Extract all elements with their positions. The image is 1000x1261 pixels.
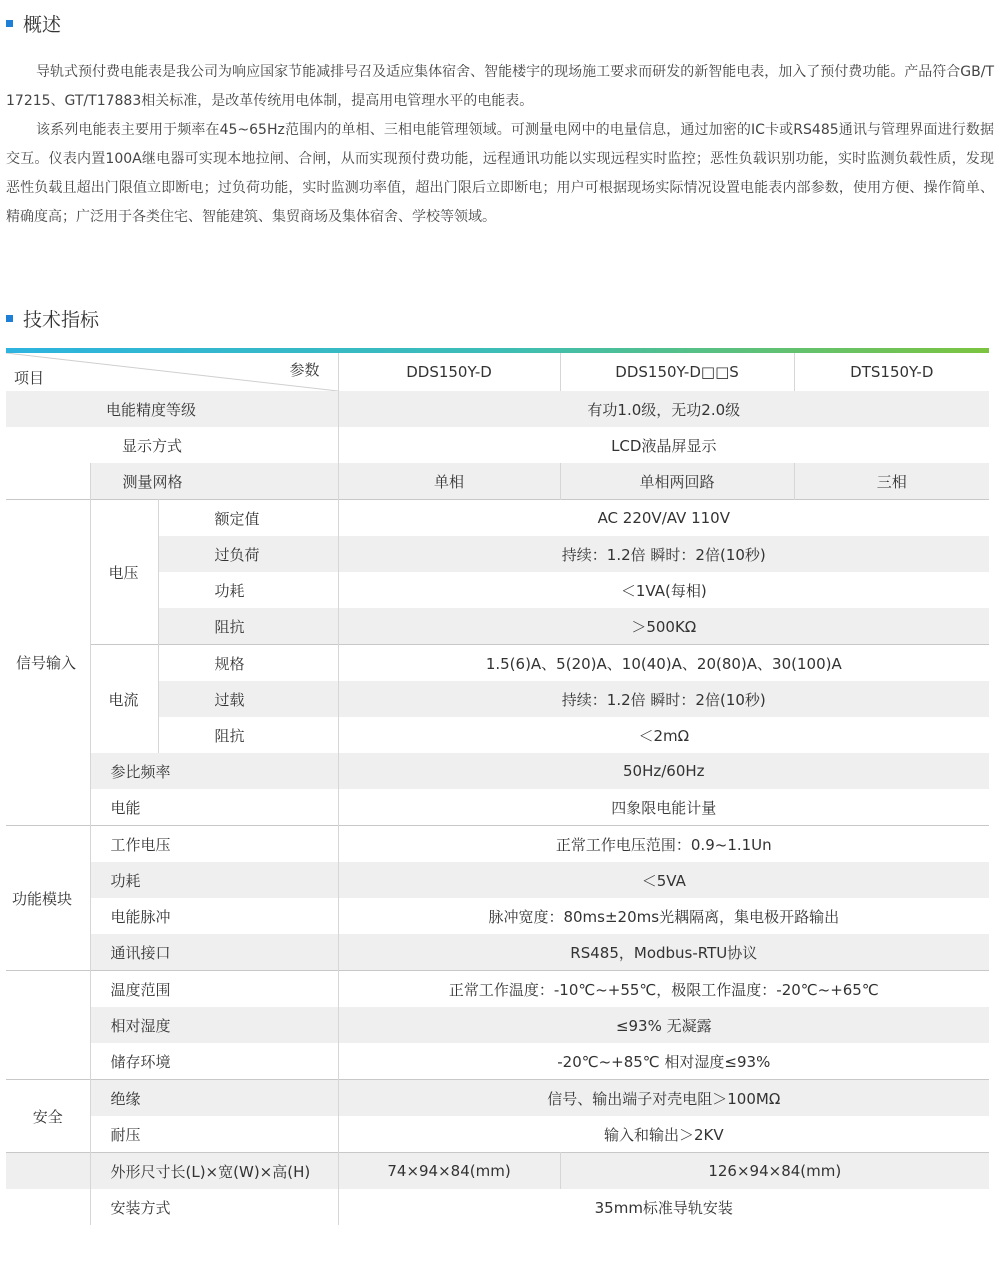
row-label: 参比频率	[90, 753, 338, 789]
row-label: 规格	[158, 645, 338, 682]
row-label: 功耗	[90, 862, 338, 898]
table-row	[6, 500, 989, 537]
row-label: 温度范围	[90, 971, 338, 1008]
row-value: ＜1VA(每相)	[620, 581, 707, 600]
row-value: 持续：1.2倍 瞬时：2倍(10秒)	[338, 536, 989, 572]
row-label: 阻抗	[158, 608, 338, 645]
table-row	[6, 645, 989, 682]
row-label: 耐压	[90, 1116, 338, 1153]
row-value: -20℃~+85℃ 相对湿度≤93%	[557, 1052, 771, 1071]
row-value: 1.5(6)A、5(20)A、10(40)A、20(80)A、30(100)A	[338, 645, 989, 682]
table-row	[6, 1189, 989, 1225]
overview-text	[6, 58, 994, 232]
table-row	[6, 391, 989, 427]
row-label: 电能精度等级	[6, 391, 338, 427]
bullet-square-icon	[6, 315, 13, 322]
row-value: 输入和输出＞2KV	[603, 1125, 724, 1144]
row-label: 测量网格	[90, 463, 338, 500]
row-label: 过负荷	[158, 536, 338, 572]
row-value: 74×94×84(mm)	[338, 1153, 560, 1190]
subgroup-current: 电流	[90, 645, 158, 754]
bullet-square-icon	[6, 20, 13, 27]
overview-paragraph-1: 导轨式预付费电能表是我公司为响应国家节能减排号召及适应集体宿舍、智能楼宇的现场施工要求而研发的新智能电表，加入了预付费功能。产品符合GB/T 17215、GT/T17883相关标准，是改革传统用电体制，提高用电管理水平的电能表。	[6, 64, 994, 109]
row-value: LCD液晶屏显示	[611, 436, 717, 455]
row-value: RS485，Modbus-RTU协议	[338, 934, 989, 971]
table-row	[6, 753, 989, 789]
table-row	[6, 1007, 989, 1043]
table-row	[6, 971, 989, 1008]
table-row	[6, 789, 989, 826]
table-row	[6, 1080, 989, 1117]
table-row	[6, 862, 989, 898]
row-label: 阻抗	[158, 717, 338, 753]
table-row	[6, 463, 989, 500]
row-value: 正常工作电压范围：0.9~1.1Un	[338, 826, 989, 863]
header-model-1: DDS150Y-D	[338, 353, 560, 391]
group-function-module: 功能模块	[6, 826, 90, 971]
header-item: 项目	[14, 369, 45, 387]
table-row	[6, 1153, 989, 1190]
header-model-3: DTS150Y-D	[850, 363, 934, 381]
overview-paragraph-2: 该系列电能表主要用于频率在45~65Hz范围内的单相、三相电能管理领域。可测量电网中的电量信息，通过加密的IC卡或RS485通讯与管理界面进行数据交互。仪表内置100A继电器可实现本地拉闸、合闸，从而实现预付费功能，远程通讯功能以实现远程实时监控；恶性负载识别功能，实时监测负载性质，发现恶性负载且超出门限值立即断电；过负荷功能，实时监测功率值，超出门限后立即断电；用户可根据现场实际情况设置电能表内部参数，使用方便、操作简单、精确度高；广泛用于各类住宅、智能建筑、集贸商场及集体宿舍、学校等领域。	[6, 122, 994, 225]
group-signal-input: 信号输入	[6, 500, 90, 826]
row-value: 信号、输出端子对壳电阻＞100MΩ	[338, 1080, 989, 1117]
spec-title: 技术指标	[6, 305, 99, 332]
header-param: 参数	[289, 361, 320, 379]
row-value: AC 220V/AV 110V	[338, 500, 989, 537]
row-value: 126×94×84(mm)	[560, 1153, 989, 1190]
row-label: 相对湿度	[90, 1007, 338, 1043]
row-value: 三相	[794, 463, 989, 500]
row-value: ＞500KΩ	[338, 608, 989, 645]
row-value: ＜5VA	[338, 862, 989, 898]
group-safety: 安全	[6, 1080, 90, 1153]
row-value: 正常工作温度：-10℃~+55℃，极限工作温度：-20℃~+65℃	[338, 971, 989, 1008]
row-label: 显示方式	[6, 427, 338, 463]
diagonal-header-cell	[6, 353, 338, 391]
row-value: 四象限电能计量	[611, 798, 717, 817]
row-value: 单相	[338, 463, 560, 500]
header-model-2: DDS150Y-D□□S	[560, 353, 794, 391]
row-label: 安装方式	[90, 1189, 338, 1225]
row-value: 有功1.0级，无功2.0级	[338, 391, 989, 427]
row-label: 电能脉冲	[90, 898, 338, 934]
row-label: 过载	[158, 681, 338, 717]
row-value: ＜2mΩ	[638, 726, 690, 745]
row-value: 持续：1.2倍 瞬时：2倍(10秒)	[338, 681, 989, 717]
row-value: 50Hz/60Hz	[338, 753, 989, 789]
table-row	[6, 898, 989, 934]
diagonal-line	[6, 353, 338, 391]
table-row	[6, 934, 989, 971]
row-label: 外形尺寸长(L)×宽(W)×高(H)	[90, 1153, 338, 1190]
row-label: 通讯接口	[90, 934, 338, 971]
row-label: 储存环境	[90, 1043, 338, 1080]
table-header-row	[6, 353, 989, 391]
overview-title: 概述	[6, 10, 61, 37]
spec-table	[6, 353, 989, 1225]
row-label: 电能	[90, 789, 338, 826]
row-value: ≤93% 无凝露	[338, 1007, 989, 1043]
row-value: 35mm标准导轨安装	[594, 1198, 733, 1217]
table-row	[6, 1116, 989, 1153]
row-value: 脉冲宽度：80ms±20ms光耦隔离，集电极开路输出	[488, 907, 840, 926]
subgroup-voltage: 电压	[90, 500, 158, 645]
table-row	[6, 1043, 989, 1080]
row-label: 额定值	[158, 500, 338, 537]
table-row	[6, 826, 989, 863]
row-label: 绝缘	[90, 1080, 338, 1117]
table-row	[6, 427, 989, 463]
row-label: 功耗	[158, 572, 338, 608]
row-label: 工作电压	[90, 826, 338, 863]
row-value: 单相两回路	[560, 463, 794, 500]
